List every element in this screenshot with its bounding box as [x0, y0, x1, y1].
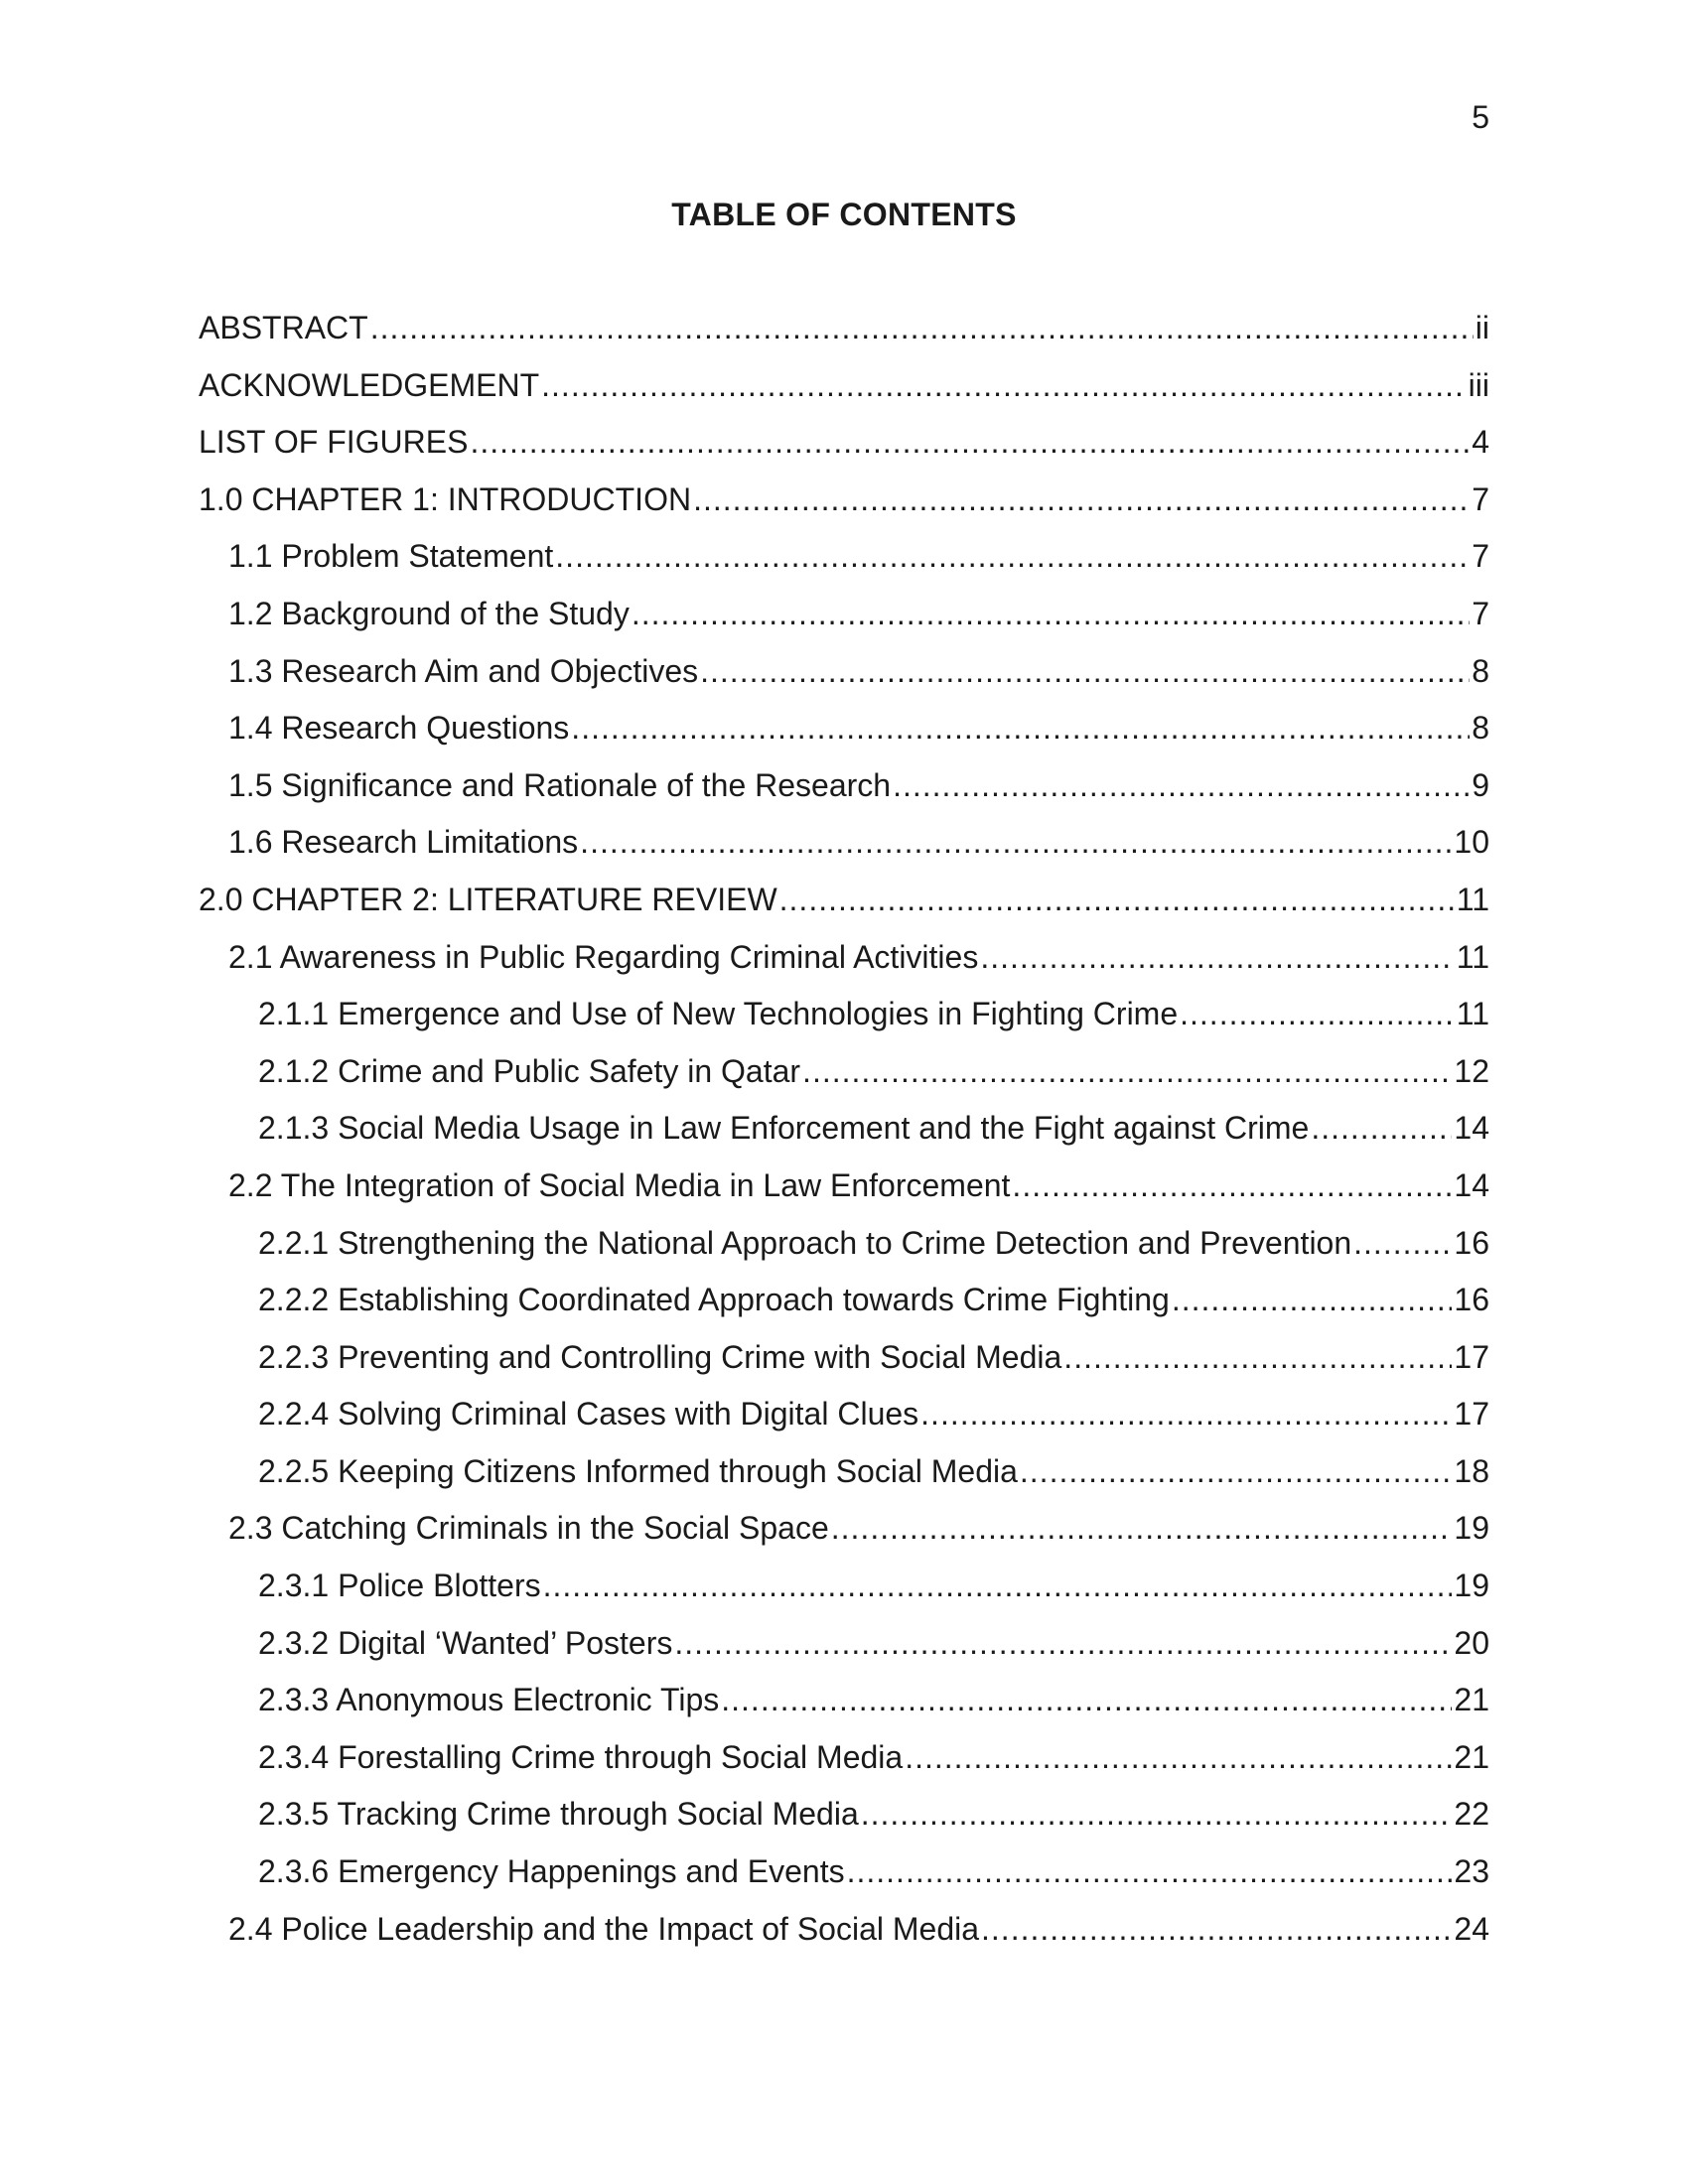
toc-entry[interactable]: [199, 1510, 1489, 1568]
toc-dot-leader: [693, 481, 1470, 518]
toc-dot-leader: [571, 710, 1470, 747]
toc-dot-leader: [981, 1911, 1452, 1948]
toc-entry-label: 2.3 Catching Criminals in the Social Space: [228, 1510, 829, 1547]
toc-dot-leader: [779, 882, 1455, 918]
toc-dot-leader: [893, 767, 1470, 804]
toc-entry[interactable]: [199, 1911, 1489, 1969]
toc-dot-leader: [580, 824, 1452, 861]
toc-entry-label: 2.0 CHAPTER 2: LITERATURE REVIEW: [199, 881, 777, 917]
toc-entry[interactable]: [199, 1339, 1489, 1397]
toc-entry-label: ACKNOWLEDGEMENT: [199, 366, 540, 403]
toc-entry-page-number: 14: [1454, 1110, 1489, 1147]
toc-entry-label: 2.2.4 Solving Criminal Cases with Digital Clues: [258, 1396, 919, 1433]
toc-dot-leader: [1180, 996, 1455, 1032]
toc-dot-leader: [831, 1510, 1453, 1547]
toc-dot-leader: [721, 1682, 1452, 1718]
table-of-contents: [199, 310, 1489, 1968]
toc-dot-leader: [1063, 1339, 1452, 1376]
toc-entry[interactable]: [199, 1053, 1489, 1111]
toc-entry-page-number: 20: [1454, 1624, 1489, 1661]
toc-entry[interactable]: [199, 882, 1489, 939]
toc-dot-leader: [861, 1796, 1453, 1833]
toc-entry-label: 1.5 Significance and Rationale of the Research: [228, 766, 892, 803]
toc-entry-label: 2.3.5 Tracking Crime through Social Media: [258, 1796, 859, 1833]
toc-dot-leader: [1012, 1167, 1452, 1204]
toc-entry-label: 2.2.3 Preventing and Controlling Crime with Social Media: [258, 1338, 1062, 1375]
toc-dot-leader: [632, 596, 1470, 632]
toc-entry-page-number: 9: [1472, 766, 1489, 803]
toc-entry[interactable]: [199, 710, 1489, 767]
toc-dot-leader: [1311, 1110, 1452, 1147]
toc-entry[interactable]: [199, 1625, 1489, 1683]
toc-entry-page-number: iii: [1468, 366, 1489, 403]
toc-entry-page-number: 11: [1456, 938, 1489, 975]
toc-entry[interactable]: [199, 824, 1489, 882]
toc-entry-page-number: 16: [1454, 1282, 1489, 1318]
toc-entry[interactable]: [199, 367, 1489, 425]
toc-entry-page-number: 24: [1454, 1910, 1489, 1947]
toc-entry-page-number: 17: [1454, 1396, 1489, 1433]
toc-entry[interactable]: [199, 1739, 1489, 1797]
toc-entry-page-number: 10: [1454, 824, 1489, 861]
toc-entry-label: 2.1 Awareness in Public Regarding Criminal Activities: [228, 938, 979, 975]
toc-dot-leader: [802, 1053, 1452, 1090]
toc-entry[interactable]: [199, 538, 1489, 596]
toc-entry-label: 1.1 Problem Statement: [228, 538, 554, 575]
toc-entry-page-number: 8: [1472, 710, 1489, 747]
toc-entry-label: 1.0 CHAPTER 1: INTRODUCTION: [199, 480, 692, 517]
toc-entry-page-number: 21: [1454, 1738, 1489, 1775]
toc-entry-page-number: 11: [1456, 996, 1489, 1032]
toc-entry-label: 2.1.3 Social Media Usage in Law Enforcement and the Fight against Crime: [258, 1110, 1310, 1147]
toc-entry-label: 2.3.4 Forestalling Crime through Social Media: [258, 1738, 904, 1775]
toc-dot-leader: [1172, 1282, 1453, 1318]
toc-entry-label: 1.2 Background of the Study: [228, 595, 630, 631]
toc-entry-page-number: 19: [1454, 1568, 1489, 1604]
toc-dot-leader: [470, 424, 1470, 461]
toc-entry-page-number: 4: [1472, 424, 1489, 461]
toc-dot-leader: [543, 1568, 1453, 1604]
toc-dot-leader: [1020, 1453, 1453, 1490]
toc-entry-label: 2.4 Police Leadership and the Impact of Social Media: [228, 1910, 980, 1947]
toc-entry[interactable]: [199, 1110, 1489, 1167]
toc-entry-page-number: 19: [1454, 1510, 1489, 1547]
toc-dot-leader: [541, 367, 1467, 404]
toc-entry-page-number: 7: [1472, 480, 1489, 517]
toc-entry-label: 2.3.6 Emergency Happenings and Events: [258, 1853, 845, 1890]
toc-entry[interactable]: [199, 939, 1489, 997]
toc-entry[interactable]: [199, 1853, 1489, 1911]
toc-entry[interactable]: [199, 1796, 1489, 1853]
toc-entry-label: 2.2.5 Keeping Citizens Informed through Social Media: [258, 1452, 1018, 1489]
toc-dot-leader: [555, 538, 1470, 575]
toc-dot-leader: [1353, 1225, 1452, 1262]
toc-dot-leader: [980, 939, 1454, 976]
toc-entry[interactable]: [199, 653, 1489, 711]
toc-entry[interactable]: [199, 996, 1489, 1053]
toc-entry-page-number: 21: [1454, 1682, 1489, 1718]
toc-entry-label: 2.1.2 Crime and Public Safety in Qatar: [258, 1052, 801, 1089]
toc-entry[interactable]: [199, 1282, 1489, 1339]
toc-entry[interactable]: [199, 1568, 1489, 1625]
toc-entry[interactable]: [199, 1225, 1489, 1283]
toc-entry[interactable]: [199, 1396, 1489, 1453]
toc-dot-leader: [920, 1396, 1452, 1433]
toc-entry[interactable]: [199, 1682, 1489, 1739]
toc-entry-page-number: 17: [1454, 1338, 1489, 1375]
toc-entry-label: 2.2 The Integration of Social Media in Law Enforcement: [228, 1166, 1011, 1203]
toc-entry[interactable]: [199, 1453, 1489, 1511]
toc-entry-label: 2.3.2 Digital ‘Wanted’ Posters: [258, 1624, 673, 1661]
toc-entry-label: 2.2.1 Strengthening the National Approach to Crime Detection and Prevention: [258, 1224, 1352, 1261]
toc-dot-leader: [905, 1739, 1452, 1776]
toc-entry-page-number: 7: [1472, 538, 1489, 575]
toc-entry-page-number: 11: [1456, 881, 1489, 917]
toc-entry-page-number: 8: [1472, 652, 1489, 689]
toc-dot-leader: [674, 1625, 1452, 1662]
toc-dot-leader: [370, 310, 1474, 346]
page-title: TABLE OF CONTENTS: [671, 197, 1017, 232]
toc-entry-label: 1.6 Research Limitations: [228, 824, 579, 861]
toc-entry-page-number: 23: [1454, 1853, 1489, 1890]
toc-entry-label: LIST OF FIGURES: [199, 424, 469, 461]
toc-entry[interactable]: [199, 481, 1489, 539]
toc-entry-page-number: 14: [1454, 1166, 1489, 1203]
toc-entry-page-number: 7: [1472, 595, 1489, 631]
toc-entry-page-number: 12: [1454, 1052, 1489, 1089]
toc-entry-label: 2.2.2 Establishing Coordinated Approach towards Crime Fighting: [258, 1282, 1170, 1318]
toc-dot-leader: [700, 653, 1470, 690]
toc-entry-label: 2.3.3 Anonymous Electronic Tips: [258, 1682, 720, 1718]
toc-entry-label: 2.1.1 Emergence and Use of New Technologies in Fighting Crime: [258, 996, 1179, 1032]
toc-entry-page-number: ii: [1475, 310, 1489, 345]
toc-entry[interactable]: [199, 767, 1489, 825]
toc-entry-page-number: 22: [1454, 1796, 1489, 1833]
toc-entry-page-number: 16: [1454, 1224, 1489, 1261]
toc-entry-label: ABSTRACT: [199, 310, 368, 345]
toc-entry[interactable]: [199, 424, 1489, 481]
toc-entry-label: 1.4 Research Questions: [228, 710, 570, 747]
page-number: 5: [1472, 99, 1489, 135]
toc-entry-label: 2.3.1 Police Blotters: [258, 1568, 541, 1604]
toc-entry-page-number: 18: [1454, 1452, 1489, 1489]
toc-entry[interactable]: [199, 596, 1489, 653]
toc-entry[interactable]: [199, 310, 1489, 367]
toc-dot-leader: [847, 1853, 1453, 1890]
toc-entry-label: 1.3 Research Aim and Objectives: [228, 652, 699, 689]
toc-entry[interactable]: [199, 1167, 1489, 1225]
